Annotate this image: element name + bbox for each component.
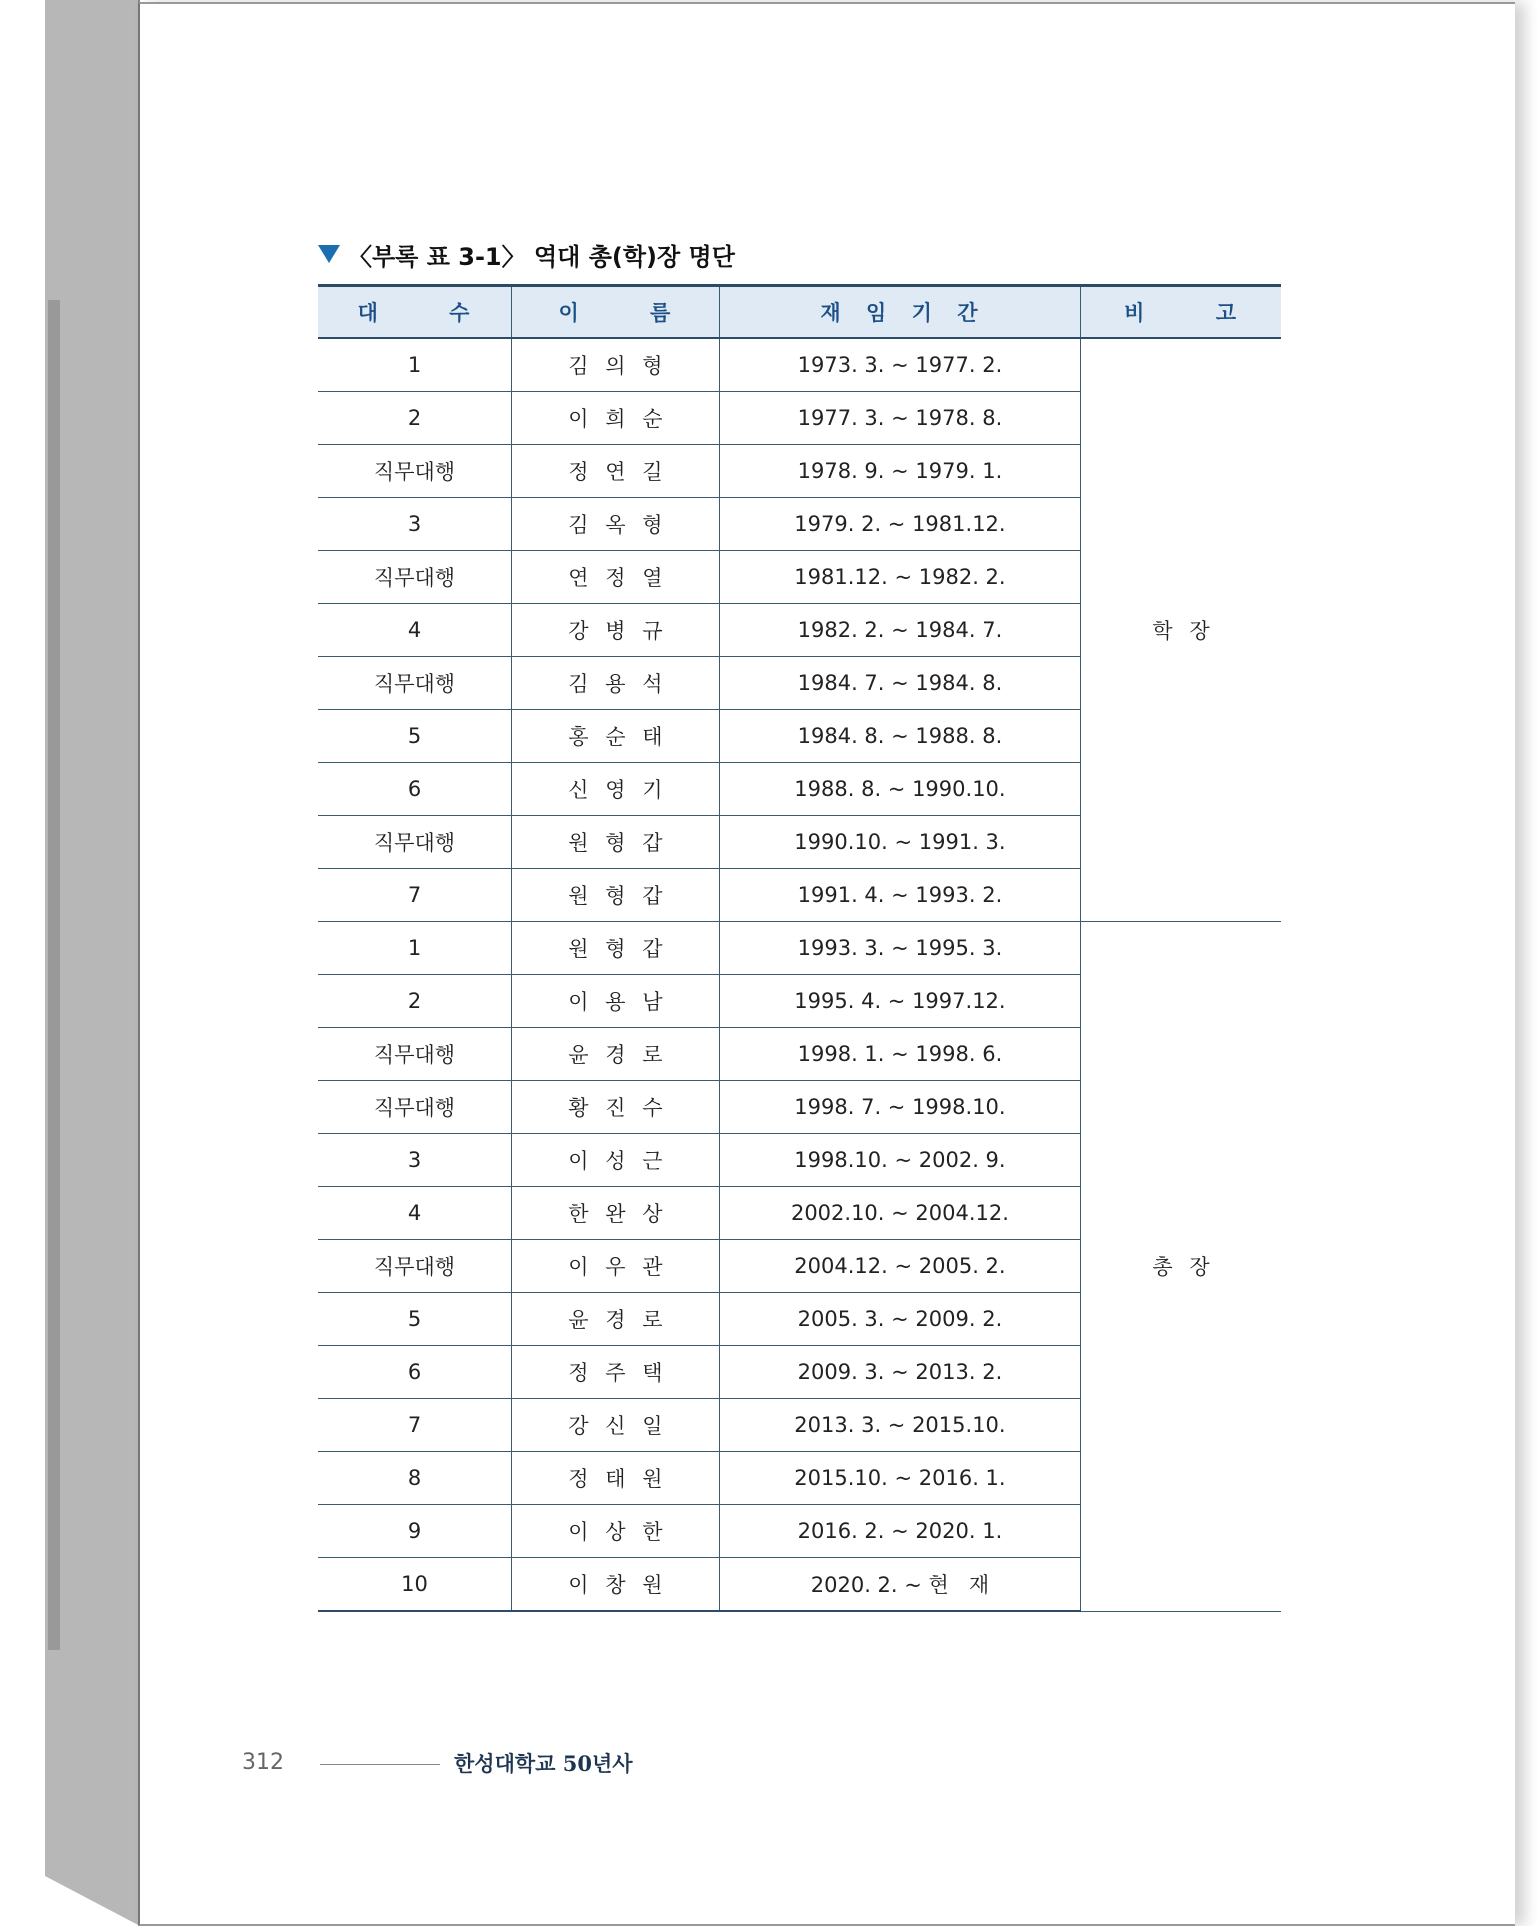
period-cell: 2016. 2. ~ 2020. 1. bbox=[719, 1505, 1080, 1558]
period-cell: 1998. 7. ~ 1998.10. bbox=[719, 1081, 1080, 1134]
period-cell: 1995. 4. ~ 1997.12. bbox=[719, 975, 1080, 1028]
period-cell: 2002.10. ~ 2004.12. bbox=[719, 1187, 1080, 1240]
term-cell: 3 bbox=[318, 1134, 512, 1187]
period-cell: 1978. 9. ~ 1979. 1. bbox=[719, 445, 1080, 498]
period-cell: 1998. 1. ~ 1998. 6. bbox=[719, 1028, 1080, 1081]
name-cell: 원 형 갑 bbox=[512, 869, 720, 922]
name-cell: 김 용 석 bbox=[512, 657, 720, 710]
term-cell: 6 bbox=[318, 763, 512, 816]
period-cell: 2004.12. ~ 2005. 2. bbox=[719, 1240, 1080, 1293]
footer-rule bbox=[320, 1764, 440, 1765]
name-cell: 정 연 길 bbox=[512, 445, 720, 498]
period-cell: 1984. 7. ~ 1984. 8. bbox=[719, 657, 1080, 710]
period-cell: 2015.10. ~ 2016. 1. bbox=[719, 1452, 1080, 1505]
name-cell: 강 신 일 bbox=[512, 1399, 720, 1452]
term-cell: 7 bbox=[318, 869, 512, 922]
term-cell: 직무대행 bbox=[318, 551, 512, 604]
name-cell: 김 의 형 bbox=[512, 338, 720, 392]
period-cell: 2009. 3. ~ 2013. 2. bbox=[719, 1346, 1080, 1399]
name-cell: 정 주 택 bbox=[512, 1346, 720, 1399]
period-cell: 1977. 3. ~ 1978. 8. bbox=[719, 392, 1080, 445]
period-cell: 2020. 2. ~ 현 재 bbox=[719, 1558, 1080, 1612]
term-cell: 1 bbox=[318, 922, 512, 975]
term-cell: 4 bbox=[318, 1187, 512, 1240]
period-cell: 1979. 2. ~ 1981.12. bbox=[719, 498, 1080, 551]
period-cell: 1982. 2. ~ 1984. 7. bbox=[719, 604, 1080, 657]
name-cell: 이 창 원 bbox=[512, 1558, 720, 1612]
name-cell: 연 정 열 bbox=[512, 551, 720, 604]
term-cell: 직무대행 bbox=[318, 816, 512, 869]
period-cell: 1991. 4. ~ 1993. 2. bbox=[719, 869, 1080, 922]
name-cell: 이 용 남 bbox=[512, 975, 720, 1028]
period-cell: 1984. 8. ~ 1988. 8. bbox=[719, 710, 1080, 763]
term-cell: 2 bbox=[318, 392, 512, 445]
header-note: 비 고 bbox=[1081, 286, 1281, 339]
name-cell: 이 성 근 bbox=[512, 1134, 720, 1187]
name-cell: 정 태 원 bbox=[512, 1452, 720, 1505]
name-cell: 이 우 관 bbox=[512, 1240, 720, 1293]
name-cell: 홍 순 태 bbox=[512, 710, 720, 763]
table-row bbox=[318, 338, 1281, 392]
header-period: 재 임 기 간 bbox=[719, 286, 1080, 339]
term-cell: 직무대행 bbox=[318, 445, 512, 498]
period-cell: 1998.10. ~ 2002. 9. bbox=[719, 1134, 1080, 1187]
table-caption bbox=[318, 236, 735, 272]
term-cell: 10 bbox=[318, 1558, 512, 1612]
term-cell: 9 bbox=[318, 1505, 512, 1558]
term-cell: 직무대행 bbox=[318, 657, 512, 710]
triangle-marker-icon bbox=[318, 245, 340, 263]
term-cell: 3 bbox=[318, 498, 512, 551]
table-title: 〈부록 표 3-1〉 역대 총(학)장 명단 bbox=[348, 242, 735, 271]
term-cell: 7 bbox=[318, 1399, 512, 1452]
name-cell: 이 희 순 bbox=[512, 392, 720, 445]
name-cell: 원 형 갑 bbox=[512, 816, 720, 869]
name-cell: 한 완 상 bbox=[512, 1187, 720, 1240]
period-cell: 1988. 8. ~ 1990.10. bbox=[719, 763, 1080, 816]
presidents-table bbox=[318, 284, 1281, 1612]
name-cell: 윤 경 로 bbox=[512, 1293, 720, 1346]
period-cell: 2013. 3. ~ 2015.10. bbox=[719, 1399, 1080, 1452]
note-cell: 학 장 bbox=[1081, 338, 1281, 922]
term-cell: 직무대행 bbox=[318, 1240, 512, 1293]
period-cell: 1981.12. ~ 1982. 2. bbox=[719, 551, 1080, 604]
header-term: 대 수 bbox=[318, 286, 512, 339]
book-title: 한성대학교 50년사 bbox=[454, 1751, 633, 1776]
term-cell: 5 bbox=[318, 710, 512, 763]
term-cell: 4 bbox=[318, 604, 512, 657]
name-cell: 신 영 기 bbox=[512, 763, 720, 816]
name-cell: 강 병 규 bbox=[512, 604, 720, 657]
term-cell: 2 bbox=[318, 975, 512, 1028]
name-cell: 김 옥 형 bbox=[512, 498, 720, 551]
name-cell: 원 형 갑 bbox=[512, 922, 720, 975]
name-cell: 윤 경 로 bbox=[512, 1028, 720, 1081]
term-cell: 직무대행 bbox=[318, 1028, 512, 1081]
term-cell: 6 bbox=[318, 1346, 512, 1399]
period-cell: 1990.10. ~ 1991. 3. bbox=[719, 816, 1080, 869]
table-header-row bbox=[318, 286, 1281, 339]
name-cell: 황 진 수 bbox=[512, 1081, 720, 1134]
term-cell: 직무대행 bbox=[318, 1081, 512, 1134]
table-body bbox=[318, 338, 1281, 1611]
page-number: 312 bbox=[242, 1750, 284, 1775]
period-cell: 1973. 3. ~ 1977. 2. bbox=[719, 338, 1080, 392]
term-cell: 5 bbox=[318, 1293, 512, 1346]
period-cell: 1993. 3. ~ 1995. 3. bbox=[719, 922, 1080, 975]
header-name: 이 름 bbox=[512, 286, 720, 339]
spine-edge bbox=[48, 300, 60, 1650]
name-cell: 이 상 한 bbox=[512, 1505, 720, 1558]
term-cell: 1 bbox=[318, 338, 512, 392]
period-cell: 2005. 3. ~ 2009. 2. bbox=[719, 1293, 1080, 1346]
term-cell: 8 bbox=[318, 1452, 512, 1505]
note-cell: 총 장 bbox=[1081, 922, 1281, 1612]
table-row bbox=[318, 922, 1281, 975]
